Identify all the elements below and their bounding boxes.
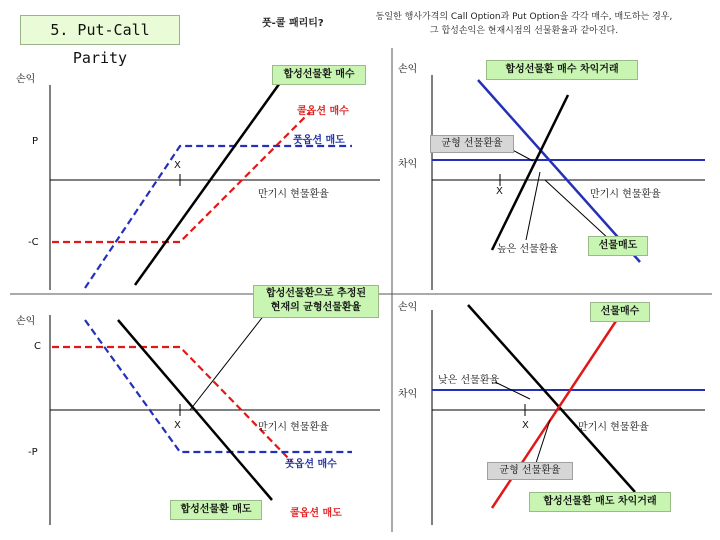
center-note-leader [190, 305, 272, 410]
tl-synthetic-buy-box: 합성선물환 매수 [272, 65, 366, 85]
header-desc-line1: 동일한 행사가격의 Call Option과 Put Option을 각각 매수, 매도하는 경우, [375, 12, 673, 22]
header-desc-line2: 그 합성손익은 현재시점의 선물환율과 같아진다. [429, 26, 619, 36]
tl-y-label: 손익 [16, 74, 36, 85]
tl-synthetic-buy-line [135, 80, 282, 285]
tr-equilibrium-box: 균형 선물환율 [430, 135, 514, 153]
tr-synthetic-buy-line [492, 95, 568, 250]
bl-axis-label: 만기시 현물환율 [258, 422, 329, 433]
center-note-line2: 현재의 균형선물환율 [270, 302, 362, 313]
br-forward-buy-box: 선물매수 [590, 302, 650, 322]
tr-arbitrage-box: 합성선물환 매수 차익거래 [486, 60, 638, 80]
br-arbitrage-box: 합성선물환 매도 차익거래 [529, 492, 671, 512]
br-leader-equilibrium [535, 420, 550, 466]
tr-profit-label: 차익 [398, 159, 418, 170]
br-low-forward-label: 낮은 선물환율 [438, 375, 500, 386]
tr-forward-sell-line [478, 80, 640, 262]
br-y-label: 손익 [398, 302, 418, 313]
tl-axis-label: 만기시 현물환율 [258, 189, 329, 200]
bl-y-label: 손익 [16, 316, 36, 327]
br-equilibrium-box: 균형 선물환율 [487, 462, 573, 480]
slide-title: 5. Put-Call Parity [20, 15, 180, 45]
center-equilibrium-note [253, 285, 379, 318]
tr-x-label: X [496, 186, 503, 197]
bl-call-sell-label: 콜옵션 매도 [290, 508, 342, 519]
tl-minus-c-label: -C [28, 237, 39, 248]
center-note-line1: 합성선물환으로 추정된 [265, 288, 367, 299]
bl-call-sell-line [52, 347, 292, 462]
header-description [354, 10, 694, 38]
header-term: 풋-콜 패리티? [262, 18, 324, 29]
bl-c-label: C [34, 341, 41, 352]
bl-x-label: X [174, 420, 181, 431]
tl-call-buy-label: 콜옵션 매수 [297, 106, 349, 117]
bl-minus-p-label: -P [28, 447, 38, 458]
bl-synthetic-sell-box: 합성선물환 매도 [170, 500, 262, 520]
tl-p-label: P [32, 136, 39, 147]
tl-x-label: X [174, 160, 181, 171]
tr-y-label: 손익 [398, 64, 418, 75]
br-axis-label: 만기시 현물환율 [578, 422, 649, 433]
tr-high-forward-label: 높은 선물환율 [497, 244, 559, 255]
tr-axis-label: 만기시 현물환율 [590, 189, 661, 200]
br-x-label: X [522, 420, 529, 431]
bl-put-buy-label: 풋옵션 매수 [285, 459, 337, 470]
br-profit-label: 차익 [398, 389, 418, 400]
tl-put-sell-label: 풋옵션 매도 [293, 135, 345, 146]
tr-forward-sell-box: 선물매도 [588, 236, 648, 256]
tr-leader-high-forward [526, 172, 540, 240]
